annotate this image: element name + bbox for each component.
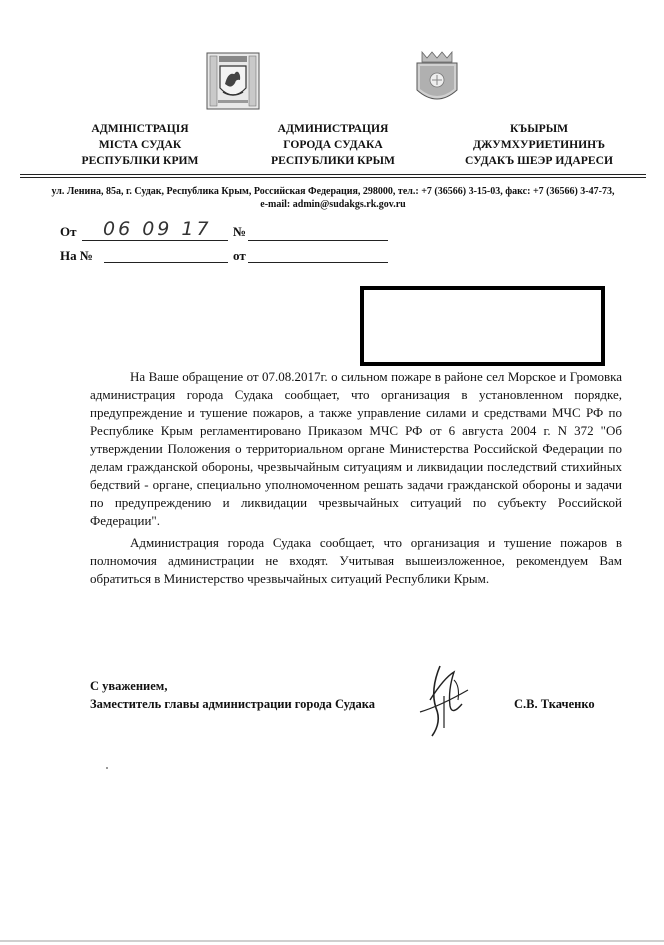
header-crimean-tatar: КЪЫРЫМ ДЖУМХУРИЕТИНИНЪ СУДАКЪ ШЕЭР ИДАРЕСИ [465, 122, 613, 167]
scan-speck [106, 767, 108, 769]
reply-number-label: На № [60, 248, 93, 263]
signatory-position: Заместитель главы администрации города Судака [90, 697, 375, 711]
letter-body [90, 368, 622, 588]
sudak-coat-of-arms-icon [414, 50, 460, 108]
redacted-addressee-box [360, 286, 605, 366]
header-russian: АДМИНИСТРАЦИЯ ГОРОДА СУДАКА РЕСПУБЛИКИ КРЫМ [271, 122, 395, 167]
from-label: От [60, 224, 77, 239]
signatory-name: С.В. Ткаченко [514, 697, 595, 711]
reply-date-label: от [233, 248, 246, 263]
contact-address: ул. Ленина, 85а, г. Судак, Республика Крым, Российская Федерация, 298000, тел.: +7 (36566) 3-15-03, факс: +7 (36566) 3-47-73, e-mail: admin@sudakgs.rk.gov.ru [51, 186, 615, 210]
body-paragraph-1: На Ваше обращение от 07.08.2017г. о сильном пожаре в районе сел Морское и Громовка администрация города Судака сообщает, что организация в установленном порядке, предупреждение и тушение пожаров, а также управление силами и средствами МЧС РФ по Республике Крым регламентировано Приказом МЧС РФ от 6 августа 2004 г. N 372 "Об утверждении Положения о территориальном органе Министерства Российской Федерации по делам гражданской обороны, чрезвычайным ситуациям и ликвидации последствий стихийных бедствий - органе, специально уполномоченном решать задачи гражданской обороны и задачи по предупреждению и ликвидации чрезвычайных ситуаций по субъекту Российской Федерации". [90, 369, 622, 528]
reply-number-line [104, 262, 228, 263]
scan-edge [0, 940, 664, 942]
header-ukrainian: АДМІНІСТРАЦІЯ МІСТА СУДАК РЕСПУБЛІКИ КРИМ [81, 122, 199, 167]
header-divider-top [20, 174, 646, 175]
outgoing-number-label: № [233, 224, 247, 239]
closing-phrase: С уважением, [90, 679, 168, 693]
reply-date-line [248, 262, 388, 263]
header-divider-bottom [20, 177, 646, 178]
body-paragraph-2: Администрация города Судака сообщает, что организация и тушение пожаров в полномочия администрации не входят. Учитывая вышеизложенное, рекомендуем Вам обратиться в Министерство чрезвычайных ситуаций Республики Крым. [90, 535, 622, 586]
outgoing-date-line [82, 240, 228, 241]
outgoing-date-value: 06 09 17 [103, 218, 212, 240]
signature-icon [410, 660, 480, 740]
crimea-coat-of-arms-icon [206, 52, 260, 110]
outgoing-number-line [248, 240, 388, 241]
